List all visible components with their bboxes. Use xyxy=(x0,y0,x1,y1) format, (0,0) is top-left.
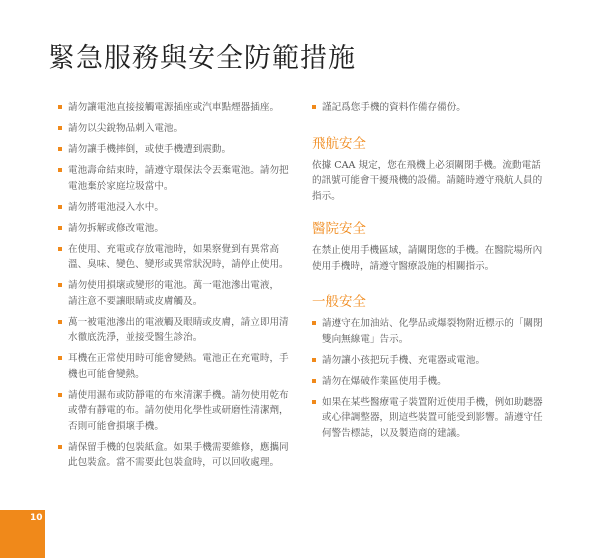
list-item xyxy=(58,142,290,158)
bullet-icon xyxy=(312,358,316,362)
list-item xyxy=(58,351,290,382)
bullet-icon xyxy=(312,321,316,325)
right-column xyxy=(312,100,550,447)
bullet-icon xyxy=(58,445,62,449)
list-item xyxy=(58,121,290,137)
battery-precautions-list xyxy=(58,100,290,471)
flight-safety-heading: 飛航安全 xyxy=(312,135,366,152)
list-item xyxy=(58,242,290,273)
bullet-icon xyxy=(58,105,62,109)
hospital-safety-heading: 醫院安全 xyxy=(312,221,366,237)
page-title: 緊急服務與安全防範措施 xyxy=(48,43,356,74)
list-item xyxy=(58,100,290,116)
hospital-safety-text: 在禁止使用手機區域，請關閉您的手機。在醫院場所內使用手機時，請遵守醫療設施的相關指示。 xyxy=(312,245,543,272)
bullet-icon xyxy=(58,393,62,397)
list-item-text: 請勿使用損壞或變形的電池。萬一電池滲出電液， 請注意不要讓眼睛或皮膚觸及。 xyxy=(68,280,280,307)
bullet-icon xyxy=(58,168,62,172)
bullet-icon xyxy=(58,356,62,360)
bullet-icon xyxy=(312,379,316,383)
list-item-text: 請勿在爆破作業區使用手機。 xyxy=(322,375,447,387)
backup-list xyxy=(312,100,550,116)
bullet-icon xyxy=(312,105,316,109)
bullet-icon xyxy=(58,126,62,130)
list-item xyxy=(58,315,290,346)
bullet-icon xyxy=(58,205,62,209)
list-item xyxy=(58,221,290,237)
list-item-text: 請勿讓手機摔倒，或使手機遭到震動。 xyxy=(68,144,232,155)
bullet-icon xyxy=(58,226,62,230)
left-column xyxy=(58,100,290,476)
list-item-text: 謹記爲您手機的資料作備存備份。 xyxy=(322,102,466,113)
list-item-text: 在使用、充電或存放電池時，如果察覺到有異常高溫、臭味、變色、變形或異常狀況時，請停止使用。 xyxy=(68,243,289,270)
list-item xyxy=(58,278,290,309)
list-item-text: 請保留手機的包裝紙盒。如果手機需要維修，應攜同此包裝盒。當不需要此包裝盒時，可以回收處理。 xyxy=(68,441,289,468)
list-item-text: 請勿將電池浸入水中。 xyxy=(68,201,164,213)
list-item xyxy=(312,374,550,390)
page-number-tab xyxy=(0,510,45,558)
list-item-text: 耳機在正常使用時可能會變熱。電池正在充電時，手機也可能會變熱。 xyxy=(68,353,289,380)
list-item-text: 請勿讓電池直接接觸電源插座或汽車點煙器插座。 xyxy=(68,102,280,113)
list-item xyxy=(312,395,550,442)
bullet-icon xyxy=(58,147,62,151)
bullet-icon xyxy=(58,247,62,251)
bullet-icon xyxy=(58,283,62,287)
list-item xyxy=(312,353,550,369)
list-item-text: 請使用濕布或防靜電的布來清潔手機。請勿使用乾布或帶有靜電的布。請勿使用化學性或研磨性清潔劑，否則可能會損壞手機。 xyxy=(68,389,289,432)
list-item-text: 請勿以尖銳物品刺入電池。 xyxy=(68,123,184,134)
list-item xyxy=(312,316,550,347)
list-item-text: 萬一被電池滲出的電液觸及眼睛或皮膚，請立即用清水徹底洗淨，並接受醫生診治。 xyxy=(68,316,289,343)
page-number: 10 xyxy=(30,513,43,523)
bullet-icon xyxy=(312,400,316,404)
flight-safety-text: 依據 CAA 規定，您在飛機上必須關閉手機。流動電話的訊號可能會干擾飛機的設備。請隨時遵守飛航人員的指示。 xyxy=(312,159,543,202)
list-item-text: 電池壽命結束時，請遵守環保法令丟棄電池。請勿把電池棄於家庭垃圾當中。 xyxy=(68,165,289,192)
list-item xyxy=(58,388,290,435)
bullet-icon xyxy=(58,320,62,324)
list-item-text: 請勿拆解或修改電池。 xyxy=(68,222,164,234)
list-item-text: 請遵守在加油站、化學品或爆裂物附近標示的「關閉雙向無線電」告示。 xyxy=(322,318,543,345)
list-item xyxy=(312,100,550,116)
list-item-text: 如果在某些醫療電子裝置附近使用手機，例如助聽器或心律調整器，則這些裝置可能受到影響。請遵守任何警告標誌，以及製造商的建議。 xyxy=(322,396,543,439)
list-item-text: 請勿讓小孩把玩手機、充電器或電池。 xyxy=(322,354,486,366)
general-safety-heading: 一般安全 xyxy=(312,294,366,310)
list-item xyxy=(58,163,290,194)
list-item xyxy=(58,200,290,216)
general-safety-list xyxy=(312,316,550,441)
list-item xyxy=(58,440,290,471)
